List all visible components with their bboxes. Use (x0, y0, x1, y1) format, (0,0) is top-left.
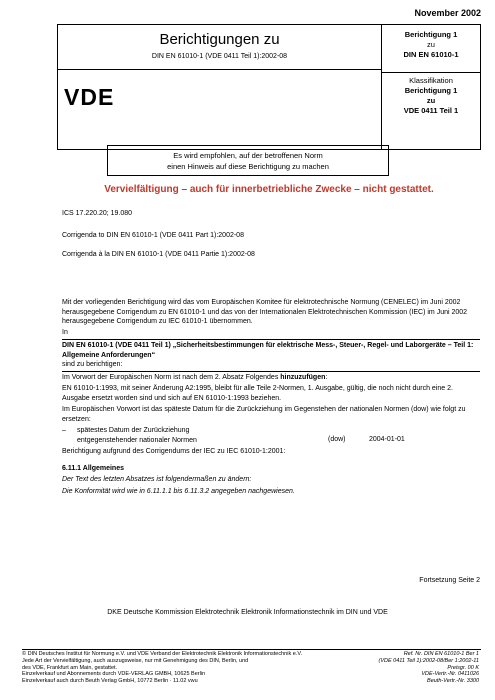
dow-date: 2004-01-01 (369, 436, 405, 443)
corrigenda-french: Corrigenda à la DIN EN 61010-1 (VDE 0411 Partie 1):2002-08 (62, 251, 255, 258)
footer-copyright: © DIN Deutsches Institut für Normung e.V. und VDE Verband der Elektrotechnik Elektronik Informationstechnik e.V. Jede Art der Vervielfältigung, auch auszugsweise, nur mit Genehmigung des DIN, Berlin, und des VDE, Frankfurt am Main, gestattet. Einzelverkauf und Abonnements durch VDE-VERLAG GMBH, 10625 Berlin Einzelverkauf auch durch Beuth Verlag GmbH, 10772 Berlin · 11.02 vwu (22, 651, 303, 685)
iec-corrigendum: Berichtigung aufgrund des Corrigendums der IEC zu IEC 61010-1:2001: (62, 448, 286, 455)
date: November 2002 (414, 8, 481, 18)
correction-id-din: Berichtigung 1 zu DIN EN 61010-1 (403, 30, 459, 59)
divider (62, 339, 480, 340)
reproduction-notice: Vervielfältigung – auch für innerbetriebliche Zwecke – nicht gestattet. (104, 184, 434, 195)
page-subtitle: DIN EN 61010-1 (VDE 0411 Teil 1):2002-08 (151, 53, 288, 60)
dow-abbr: (dow) (328, 436, 346, 443)
dow-intro: Im Europäischen Vorwort ist das späteste Datum für die Zurückziehung im Gegenstehen der nationalen Normen (dow) wie folgt zu ersetzen: (62, 406, 466, 423)
vde-logo: VDE (64, 84, 115, 110)
section-line-1: Der Text des letzten Absatzes ist folgendermaßen zu ändern: (62, 476, 252, 483)
divider (62, 371, 480, 372)
classification: Klassifikation Berichtigung 1 zu VDE 0411 Teil 1 (403, 76, 459, 115)
header-box (57, 24, 481, 150)
section-heading: 6.11.1 Allgemeines (62, 465, 124, 472)
corrigenda-english: Corrigenda to DIN EN 61010-1 (VDE 0411 Part 1):2002-08 (62, 232, 244, 239)
vorwort-instruction: Im Vorwort der Europäischen Norm ist nach dem 2. Absatz Folgendes hinzuzufügen: (62, 374, 328, 381)
footer-reference: Ref. Nr. DIN EN 61010-1 Ber 1 (VDE 0411 Teil 1):2002-08/Ber 1:2002-11 Preisgr. 00 K VDE-Vertr.-Nr. 0411026 Beuth-Vertr.-Nr. 3300 (378, 651, 479, 685)
dow-item: spätestes Datum der Zurückziehung entgegenstehender nationaler Normen (77, 427, 197, 444)
vorwort-text: EN 61010-1:1993, mit seiner Änderung A2:1995, bleibt für alle Teile 2-Normen, 1. Ausgabe, gültig, die noch nicht durch eine 2. Ausgabe ersetzt worden sind und sich auf EN 61010-1:1993 beziehen. (62, 385, 453, 402)
notice-box: Es wird empfohlen, auf der betroffenen Norm einen Hinweis auf diese Berichtigung zu machen (107, 145, 389, 176)
standard-title: DIN EN 61010-1 (VDE 0411 Teil 1) „Sicherheitsbestimmungen für elektrische Mess-, Steuer-, Regel- und Laborgeräte – Teil 1: Allgemeine Anforderungen“ (62, 342, 474, 359)
footer-divider (22, 649, 481, 650)
ics-code: ICS 17.220.20; 19.080 (62, 210, 133, 217)
dke-line: DKE Deutsche Kommission Elektrotechnik Elektronik Informationstechnik im DIN und VDE (107, 609, 388, 616)
to-correct-label: sind zu berichtigen: (62, 361, 123, 368)
page-title: Berichtigungen zu (159, 31, 280, 48)
intro-paragraph: Mit der vorliegenden Berichtigung wird das vom Europäischen Komitee für elektrotechnische Normung (CENELEC) im Juni 2002 herausgegebene Corrigendum zu EN 61010-1 und das von der Internationalen Elektrotechnischen Kommission (IEC) im Juni 2002 herausgegebene Corrigendum zu IEC 61010-1 übernommen. (62, 299, 468, 325)
continuation: Fortsetzung Seite 2 (419, 577, 480, 584)
dow-dash: – (62, 427, 66, 434)
in-label: In (62, 329, 68, 336)
section-line-2: Die Konformität wird wie in 6.11.1.1 bis 6.11.3.2 angegeben nachgewiesen. (62, 488, 295, 495)
